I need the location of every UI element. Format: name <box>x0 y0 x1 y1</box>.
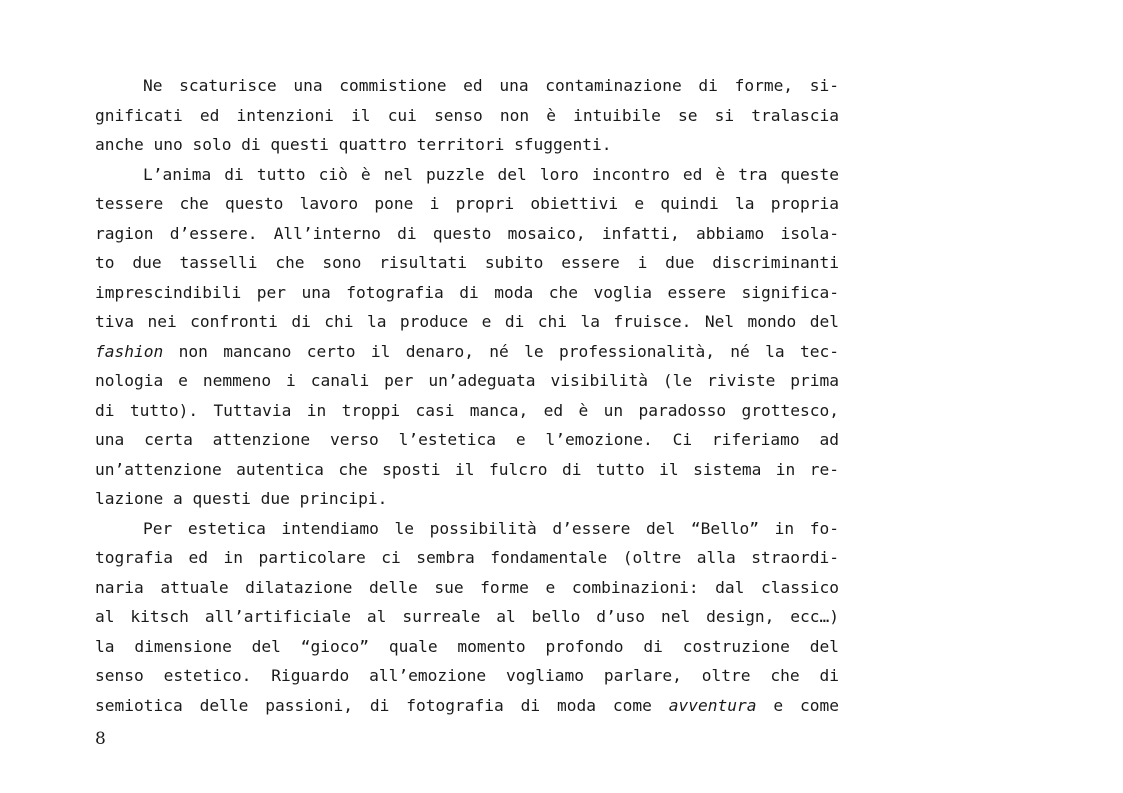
text-span: non mancano certo il denaro, né le professionalità, né la tec- <box>163 341 839 361</box>
text-line: ragion d’essere. All’interno di questo mosaico, infatti, abbiamo isola- <box>95 223 839 243</box>
text-line <box>95 691 839 721</box>
italic-word: avventura <box>668 695 757 715</box>
body-text <box>95 71 839 720</box>
text-line: Per estetica intendiamo le possibilità d’essere del “Bello” in fo- <box>143 518 839 538</box>
text-line: la dimensione del “gioco” quale momento profondo di costruzione del <box>95 636 839 656</box>
text-line: un’attenzione autentica che sposti il fulcro di tutto il sistema in re- <box>95 459 839 479</box>
text-line: nologia e nemmeno i canali per un’adeguata visibilità (le riviste prima <box>95 371 839 390</box>
text-line: senso estetico. Riguardo all’emozione vogliamo parlare, oltre che di <box>95 666 839 685</box>
text-line: Ne scaturisce una commistione ed una contaminazione di forme, si- <box>143 76 839 95</box>
text-span: semiotica delle passioni, di fotografia di moda come <box>95 695 669 715</box>
text-line: tografia ed in particolare ci sembra fondamentale (oltre alla straordi- <box>95 548 839 567</box>
italic-word: fashion <box>95 341 164 361</box>
text-line: anche uno solo di questi quattro territori sfuggenti. <box>95 135 612 154</box>
text-line: to due tasselli che sono risultati subito essere i due discriminanti <box>95 253 839 272</box>
text-line: al kitsch all’artificiale al surreale al bello d’uso nel design, ecc…) <box>95 607 839 626</box>
text-line: gnificati ed intenzioni il cui senso non è intuibile se si tralascia <box>95 105 839 125</box>
text-line: L’anima di tutto ciò è nel puzzle del loro incontro ed è tra queste <box>143 164 839 184</box>
text-line <box>95 337 839 367</box>
text-line: di tutto). Tuttavia in troppi casi manca, ed è un paradosso grottesco, <box>95 400 839 420</box>
text-line: tiva nei confronti di chi la produce e di chi la fruisce. Nel mondo del <box>95 312 839 331</box>
text-line: una certa attenzione verso l’estetica e l’emozione. Ci riferiamo ad <box>95 430 839 449</box>
page-number: 8 <box>95 729 106 749</box>
text-line: imprescindibili per una fotografia di moda che voglia essere significa- <box>95 282 839 302</box>
text-line: lazione a questi due principi. <box>95 489 388 508</box>
text-line: naria attuale dilatazione delle sue forme e combinazioni: dal classico <box>95 577 839 597</box>
text-line: tessere che questo lavoro pone i propri obiettivi e quindi la propria <box>95 194 839 213</box>
text-span: e come <box>756 695 839 715</box>
